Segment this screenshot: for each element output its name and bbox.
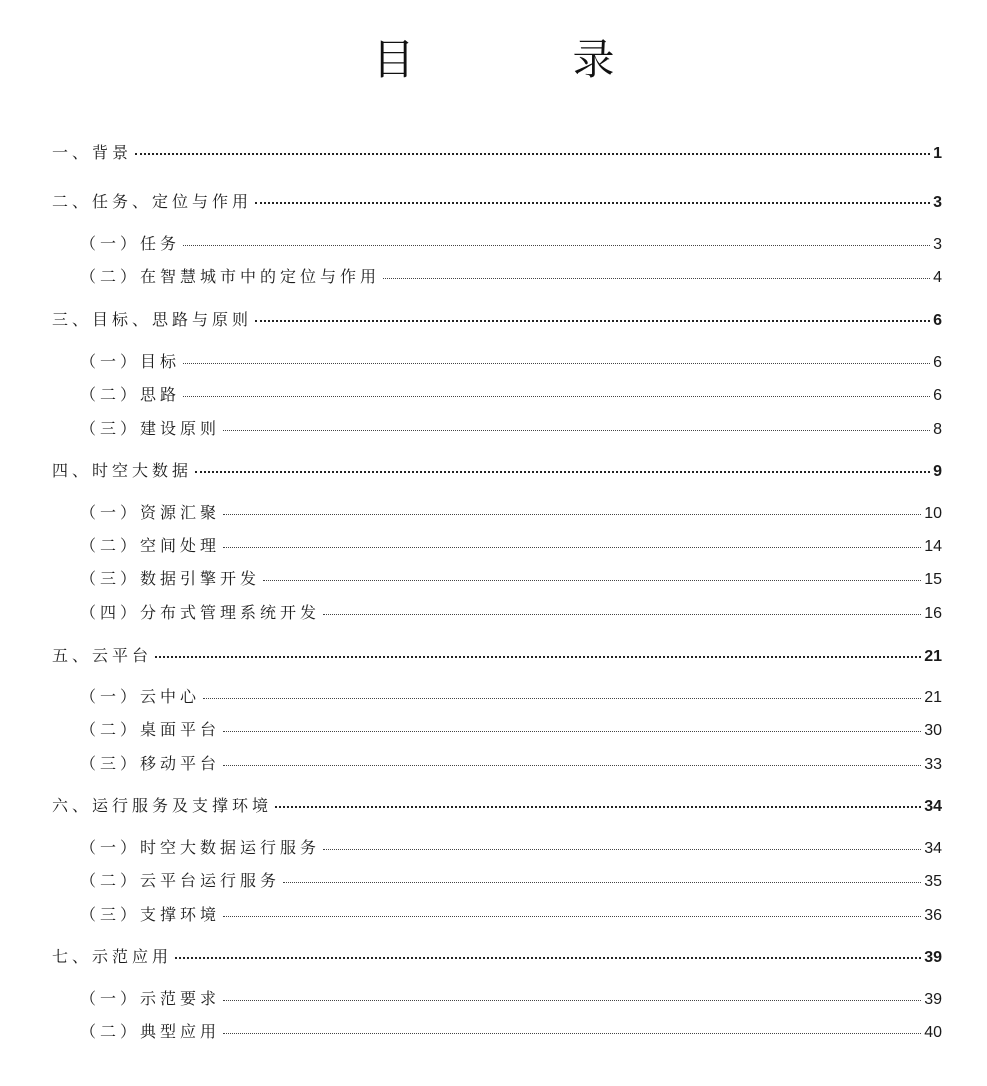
toc-entry-page: 30 bbox=[924, 722, 942, 739]
toc-entry[interactable] bbox=[80, 685, 942, 709]
dot-leader bbox=[255, 202, 930, 204]
toc-entry[interactable] bbox=[80, 350, 942, 374]
toc-entry-page: 6 bbox=[933, 354, 942, 371]
toc-entry[interactable] bbox=[80, 417, 942, 441]
toc-entry[interactable] bbox=[52, 308, 942, 332]
toc-entry[interactable] bbox=[80, 869, 942, 893]
toc-entry[interactable] bbox=[52, 794, 942, 818]
toc-entry-label: 七、示范应用 bbox=[52, 947, 173, 966]
toc-entry[interactable] bbox=[80, 752, 942, 776]
page-title: 目 录 bbox=[372, 35, 673, 84]
toc-entry[interactable] bbox=[80, 836, 942, 860]
toc-entry-label: 五、云平台 bbox=[52, 646, 153, 665]
toc-entry[interactable] bbox=[80, 903, 942, 927]
dot-leader bbox=[263, 580, 921, 581]
dot-leader bbox=[183, 363, 930, 364]
toc-entry[interactable] bbox=[80, 501, 942, 525]
dot-leader bbox=[223, 731, 921, 732]
toc-entry-label: （一）目标 bbox=[80, 352, 181, 371]
toc-entry[interactable] bbox=[52, 141, 942, 165]
toc-entry-label: 六、运行服务及支撑环境 bbox=[52, 796, 273, 815]
dot-leader bbox=[283, 882, 921, 883]
toc-entry-label: （一）云中心 bbox=[80, 687, 201, 706]
dot-leader bbox=[223, 1033, 921, 1034]
toc-entry-label: （二）在智慧城市中的定位与作用 bbox=[80, 267, 381, 286]
dot-leader bbox=[183, 245, 930, 246]
toc-entry-page: 39 bbox=[924, 991, 942, 1008]
toc-entry[interactable] bbox=[80, 987, 942, 1011]
toc-entry[interactable] bbox=[52, 644, 942, 668]
toc-entry-label: 一、背景 bbox=[52, 143, 133, 162]
toc-entry[interactable] bbox=[80, 383, 942, 407]
toc-entry-page: 1 bbox=[933, 145, 942, 162]
toc-entry-page: 4 bbox=[933, 269, 942, 286]
toc-entry-label: （二）云平台运行服务 bbox=[80, 871, 281, 890]
dot-leader bbox=[183, 396, 930, 397]
toc-entry-page: 34 bbox=[924, 798, 942, 815]
dot-leader bbox=[255, 320, 930, 322]
toc-entry-label: （一）示范要求 bbox=[80, 989, 221, 1008]
toc-entry-page: 36 bbox=[924, 907, 942, 924]
toc-entry[interactable] bbox=[52, 190, 942, 214]
toc-entry-page: 6 bbox=[933, 312, 942, 329]
dot-leader bbox=[203, 698, 921, 699]
dot-leader bbox=[223, 916, 921, 917]
toc-entry-label: 二、任务、定位与作用 bbox=[52, 192, 253, 211]
toc-entry-label: （二）桌面平台 bbox=[80, 720, 221, 739]
toc-entry-page: 6 bbox=[933, 387, 942, 404]
toc-entry-label: （一）资源汇聚 bbox=[80, 503, 221, 522]
toc-entry-label: （三）数据引擎开发 bbox=[80, 569, 261, 588]
toc-entry-label: （二）思路 bbox=[80, 385, 181, 404]
toc-entry-label: （三）支撑环境 bbox=[80, 905, 221, 924]
dot-leader bbox=[223, 765, 921, 766]
toc-entry-page: 8 bbox=[933, 421, 942, 438]
toc-entry-page: 16 bbox=[924, 605, 942, 622]
toc-entry[interactable] bbox=[52, 945, 942, 969]
toc-entry[interactable] bbox=[52, 459, 942, 483]
toc-entry-label: 三、目标、思路与原则 bbox=[52, 310, 253, 329]
toc-entry-label: （一）任务 bbox=[80, 234, 181, 253]
toc-entry-page: 9 bbox=[933, 463, 942, 480]
toc-entry-page: 3 bbox=[933, 194, 942, 211]
toc-entry-label: （三）移动平台 bbox=[80, 754, 221, 773]
dot-leader bbox=[195, 471, 930, 473]
toc-entry-label: （二）空间处理 bbox=[80, 536, 221, 555]
toc-entry-page: 3 bbox=[933, 236, 942, 253]
toc-entry-page: 39 bbox=[924, 949, 942, 966]
dot-leader bbox=[223, 547, 921, 548]
dot-leader bbox=[223, 514, 921, 515]
dot-leader bbox=[175, 957, 921, 959]
dot-leader bbox=[323, 849, 921, 850]
toc-entry[interactable] bbox=[80, 718, 942, 742]
toc-entry[interactable] bbox=[80, 567, 942, 591]
toc-entry[interactable] bbox=[80, 1020, 942, 1044]
toc-entry-label: （三）建设原则 bbox=[80, 419, 221, 438]
dot-leader bbox=[383, 278, 930, 279]
dot-leader bbox=[323, 614, 921, 615]
dot-leader bbox=[223, 430, 930, 431]
toc-entry-page: 10 bbox=[924, 505, 942, 522]
toc-entry[interactable] bbox=[80, 265, 942, 289]
toc-entry-page: 40 bbox=[924, 1024, 942, 1041]
toc-entry-page: 14 bbox=[924, 538, 942, 555]
toc-entry-page: 33 bbox=[924, 756, 942, 773]
toc-entry-page: 21 bbox=[924, 648, 942, 665]
toc-entry-label: （一）时空大数据运行服务 bbox=[80, 838, 321, 857]
toc-entry[interactable] bbox=[80, 232, 942, 256]
toc-entry-page: 34 bbox=[924, 840, 942, 857]
dot-leader bbox=[223, 1000, 921, 1001]
toc-entry-label: （二）典型应用 bbox=[80, 1022, 221, 1041]
dot-leader bbox=[155, 656, 921, 658]
toc-entry-label: 四、时空大数据 bbox=[52, 461, 193, 480]
dot-leader bbox=[275, 806, 921, 808]
toc-entry-label: （四）分布式管理系统开发 bbox=[80, 603, 321, 622]
toc-entry[interactable] bbox=[80, 534, 942, 558]
dot-leader bbox=[135, 153, 930, 155]
toc-entry-page: 35 bbox=[924, 873, 942, 890]
toc-entry-page: 21 bbox=[924, 689, 942, 706]
toc-entry[interactable] bbox=[80, 601, 942, 625]
toc-entry-page: 15 bbox=[924, 571, 942, 588]
